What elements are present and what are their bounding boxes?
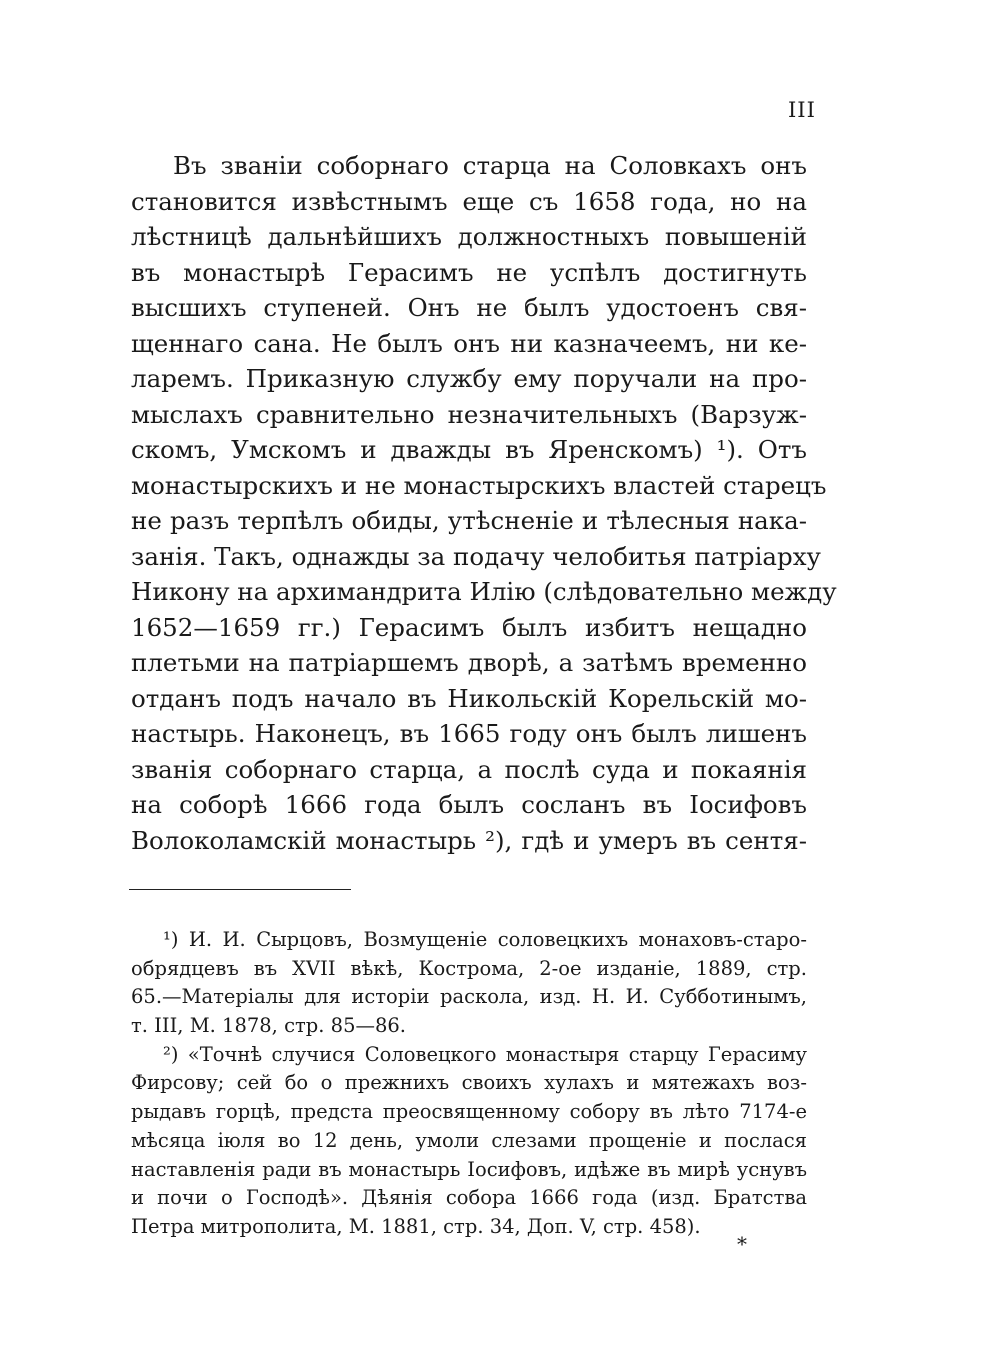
text-line: ларемъ. Приказную службу ему поручали на про- xyxy=(131,364,807,393)
text-line: Никону на архимандрита Илію (слѣдовательно между xyxy=(131,577,837,606)
text-line: на соборѣ 1666 года былъ сосланъ въ Іосифовъ xyxy=(131,790,807,819)
text-line: не разъ терпѣлъ обиды, утѣсненіе и тѣлесныя нака- xyxy=(131,506,807,535)
footnote-line: 65.—Матеріалы для исторіи раскола, изд. Н. И. Субботинымъ, xyxy=(131,985,807,1009)
text-line: званія соборнаго старца, а послѣ суда и покаянія xyxy=(131,754,807,784)
text-line: лѣстницѣ дальнѣйшихъ должностныхъ повышеній xyxy=(131,222,807,251)
footnote-line: ²) «Точнѣ случися Соловецкого монастыря старцу Герасиму xyxy=(163,1042,807,1066)
text-line: мыслахъ сравнительно незначительныхъ (Варзуж- xyxy=(131,399,807,429)
footnote-line: т. III, М. 1878, стр. 85—86. xyxy=(131,1014,406,1038)
text-line: Въ званіи соборнаго старца на Соловкахъ онъ xyxy=(173,151,807,180)
footnote-1 xyxy=(131,926,807,1041)
text-line: щеннаго сана. Не былъ онъ ни казначеемъ, ни ке- xyxy=(131,328,807,358)
text-line: высшихъ ступеней. Онъ не былъ удостоенъ свя- xyxy=(131,293,807,322)
footnote-line: и почи о Господѣ». Дѣянія собора 1666 года (изд. Братства xyxy=(131,1186,807,1210)
text-line: Волоколамскій монастырь ²), гдѣ и умеръ въ сентя- xyxy=(131,825,807,855)
text-line: 1652—1659 гг.) Герасимъ былъ избитъ нещадно xyxy=(131,612,807,642)
text-line: плетьми на патріаршемъ дворѣ, а затѣмъ временно xyxy=(131,648,807,677)
footnote-2 xyxy=(131,1041,807,1242)
main-text-body xyxy=(131,148,837,858)
page-number: III xyxy=(788,98,816,122)
footnote-line: Петра митрополита, М. 1881, стр. 34, Доп. V, стр. 458). xyxy=(131,1214,701,1238)
text-line: настырь. Наконецъ, въ 1665 году онъ былъ лишенъ xyxy=(131,719,807,748)
text-line: монастырскихъ и не монастырскихъ властей старецъ xyxy=(131,470,827,500)
footnote-line: мѣсяца іюля во 12 день, умоли слезами прощеніе и послася xyxy=(131,1128,807,1152)
text-line: становится извѣстнымъ еще съ 1658 года, но на xyxy=(131,186,807,216)
text-line: отданъ подъ начало въ Никольскій Корельскій мо- xyxy=(131,683,807,713)
text-line: занія. Такъ, однажды за подачу челобитья патріарху xyxy=(131,541,821,571)
signature-mark: * xyxy=(737,1232,747,1256)
footnote-line: Фирсову; сей бо о прежнихъ своихъ хулахъ и мятежахъ воз- xyxy=(131,1071,807,1095)
footnotes xyxy=(131,926,807,1242)
text-line: скомъ, Умскомъ и дважды въ Яренскомъ) ¹). Отъ xyxy=(131,435,807,464)
footnote-line: обрядцевъ въ XVII вѣкѣ, Кострома, 2-ое изданіе, 1889, стр. xyxy=(131,956,807,980)
footnote-separator xyxy=(129,889,351,890)
footnote-line: рыдавъ горцѣ, предста преосвященному собору въ лѣто 7174-е xyxy=(131,1100,807,1124)
text-line: въ монастырѣ Герасимъ не успѣлъ достигнуть xyxy=(131,257,807,287)
footnote-line: наставленія ради въ монастырь Іосифовъ, идѣже въ мирѣ уснувъ xyxy=(131,1157,807,1181)
footnote-line: ¹) И. И. Сырцовъ, Возмущеніе соловецкихъ монаховъ-старо- xyxy=(163,928,807,951)
